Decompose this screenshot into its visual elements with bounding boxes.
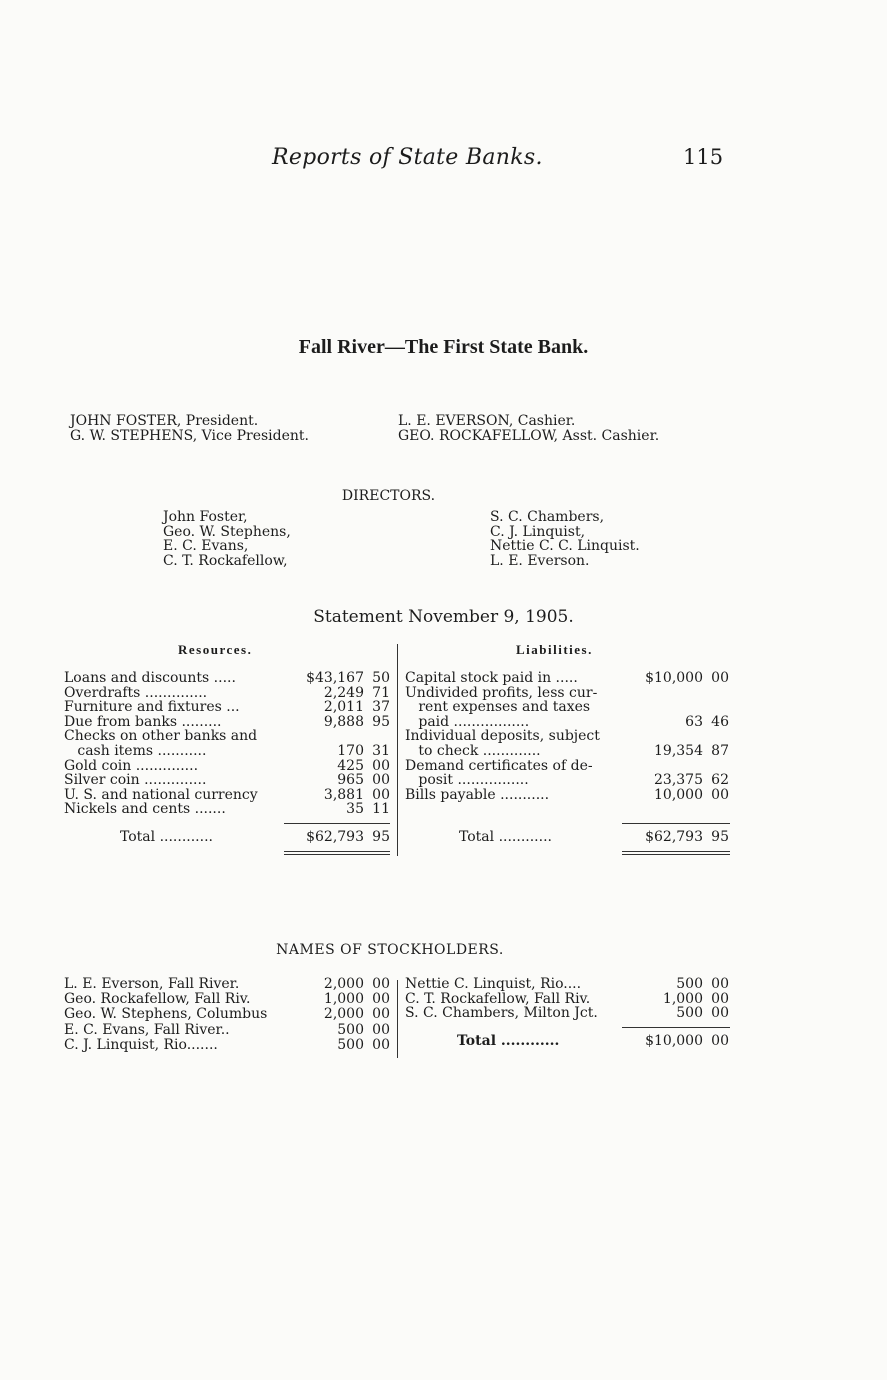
total-cents: 95 [372,829,390,845]
table-row: U. S. and national currency 3,881 00 [64,786,390,803]
page-number: 115 [683,145,724,169]
liabilities-total-row [405,830,733,845]
table-row: Nickels and cents ....... 35 11 [64,801,390,818]
resources-table [64,671,394,817]
table-row: Loans and discounts ..... $43,167 50 [64,670,390,686]
table-row: Due from banks ......... 9,888 95 [64,713,390,730]
director-name: Nettie C. C. Linquist. [490,538,640,554]
stockholders-total-rule [622,1027,730,1028]
table-row: Gold coin .............. 425 00 [64,757,390,774]
resources-double-rule [284,854,390,855]
bank-title: Fall River—The First State Bank. [298,336,589,358]
table-row: Silver coin .............. 965 00 [64,772,390,789]
list-item: Nettie C. Linquist, Rio.... 500 00 [405,976,729,992]
resources-subtotal-rule [284,823,390,824]
liabilities-table [405,671,733,802]
table-row: Bills payable ........... 10,000 00 [405,786,729,803]
table-row: Demand certificates of de- [405,757,593,774]
list-item: Geo. W. Stephens, Columbus 2,000 00 [64,1006,390,1023]
officer-cashier: L. E. EVERSON, Cashier. [398,413,576,429]
directors-right [490,510,640,568]
table-row: Overdrafts .............. 2,249 71 [64,684,390,701]
total-amount: $10,000 [645,1033,703,1049]
table-row: Furniture and fixtures ... 2,011 37 [64,699,390,716]
directors-heading: DIRECTORS. [341,488,436,504]
director-name: Geo. W. Stephens, [163,523,291,540]
director-name: John Foster, [163,509,248,525]
officers-right [398,414,659,444]
list-item: S. C. Chambers, Milton Jct. 500 00 [405,1005,729,1022]
table-row: rent expenses and taxes [405,699,591,716]
officers-left [70,414,309,444]
stockholders-total-row [405,1034,733,1049]
stockholders-left [64,977,394,1053]
total-cents: 95 [711,829,729,845]
table-row: Capital stock paid in ..... $10,000 00 [405,670,729,686]
list-item: L. E. Everson, Fall River. 2,000 00 [64,976,390,992]
statement-title: Statement November 9, 1905. [313,607,574,627]
liabilities-double-rule [622,854,730,855]
list-item: C. J. Linquist, Rio....... 500 00 [64,1036,390,1053]
running-header-title: Reports of State Banks. [272,145,543,170]
total-label: Total ............ [120,829,213,845]
total-cents: 00 [711,1033,729,1049]
table-row: posit ................ 23,375 62 [405,772,729,789]
total-dollars: $62,793 [645,829,703,845]
total-label: Total ............ [457,1033,560,1049]
officer-president: JOHN FOSTER, President. [70,413,259,429]
list-item: C. T. Rockafellow, Fall Riv. 1,000 00 [405,990,729,1007]
table-row: cash items ........... 170 31 [64,742,390,759]
table-row: paid ................. 63 46 [405,713,729,730]
officer-asst-cashier: GEO. ROCKAFELLOW, Asst. Cashier. [398,428,660,444]
directors-left [163,510,291,568]
table-row: Undivided profits, less cur- [405,684,598,701]
stockholders-divider [397,980,398,1058]
liabilities-double-rule [622,851,730,852]
column-divider [397,644,398,856]
resources-total-row [64,830,394,845]
table-row: to check ............. 19,354 87 [405,742,729,759]
director-name: S. C. Chambers, [490,509,605,525]
list-item: Geo. Rockafellow, Fall Riv. 1,000 00 [64,991,390,1008]
list-item: E. C. Evans, Fall River.. 500 00 [64,1021,390,1038]
resources-double-rule [284,851,390,852]
director-name: E. C. Evans, [163,538,249,554]
director-name: C. J. Linquist, [490,523,586,540]
director-name: L. E. Everson. [490,552,590,569]
table-row: Individual deposits, subject [405,728,600,745]
director-name: C. T. Rockafellow, [163,552,288,569]
total-dollars: $62,793 [306,829,364,845]
liabilities-heading: Liabilities. [516,642,593,657]
officer-vice-president: G. W. STEPHENS, Vice President. [70,428,309,444]
resources-heading: Resources. [178,642,253,657]
stockholders-right [405,977,733,1021]
stockholders-heading: NAMES OF STOCKHOLDERS. [276,942,504,958]
table-row: Checks on other banks and [64,728,258,745]
total-label: Total ............ [459,829,552,845]
liabilities-subtotal-rule [622,823,730,824]
